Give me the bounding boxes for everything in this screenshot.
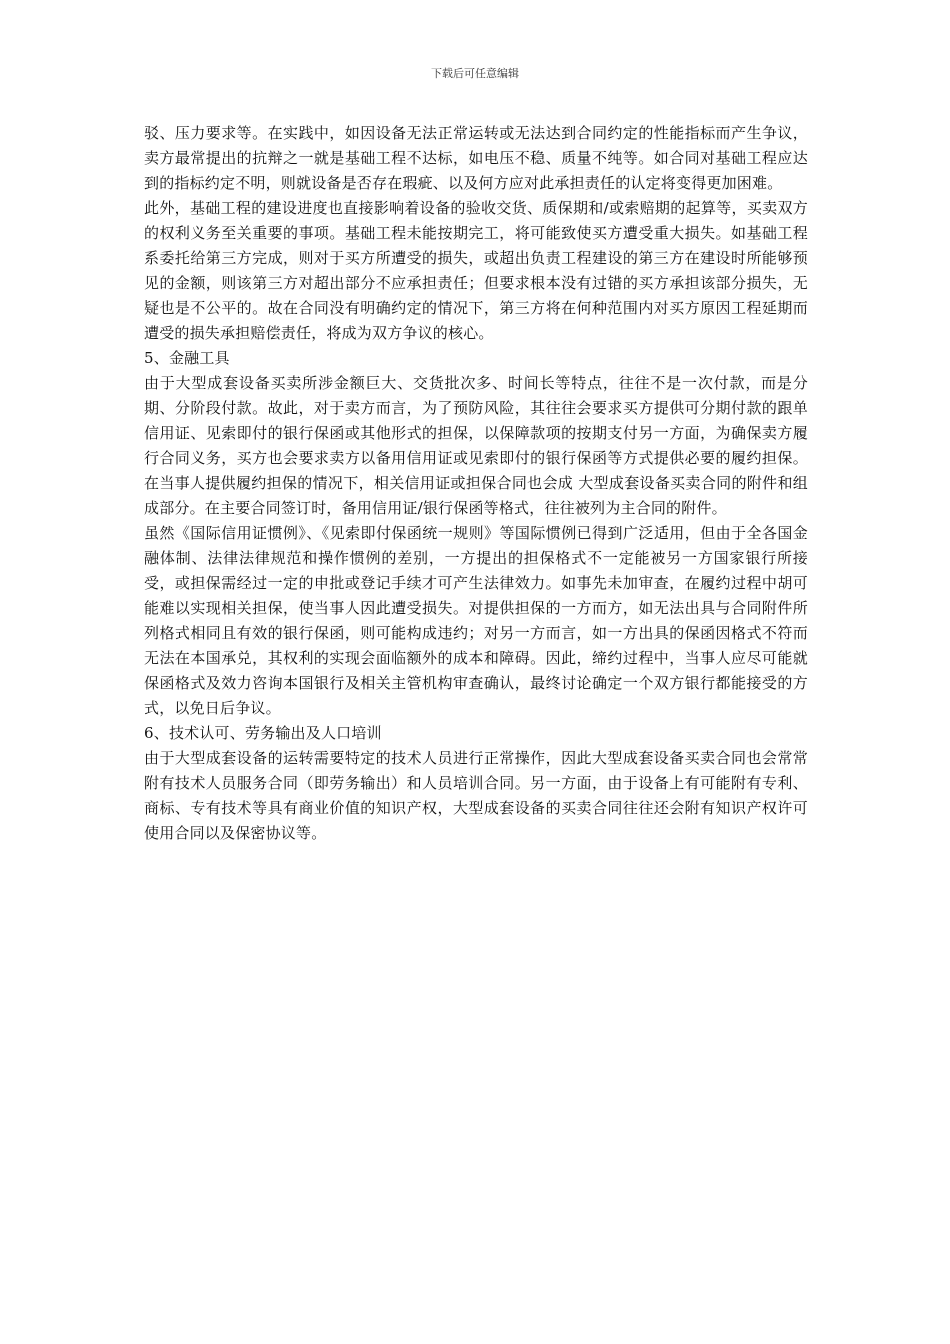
paragraph-equipment-dispute: 驳、压力要求等。在实践中，如因设备无法正常运转或无法达到合同约定的性能指标而产生争议，卖方最常提出的抗辩之一就是基础工程不达标，如电压不稳、质量不纯等。如合同对基础工程应达到的指标约定不明，则就设备是否存在瑕疵、以及何方应对此承担责任的认定将变得更加困难。 xyxy=(144,124,808,192)
page-header: 下载后可任意编辑 xyxy=(431,67,519,80)
paragraph-technical-services: 由于大型成套设备的运转需要特定的技术人员进行正常操作，因此大型成套设备买卖合同也会常常附有技术人员服务合同（即劳务输出）和人员培训合同。另一方面，由于设备上有可能附有专利、商标、专有技术等具有商业价值的知识产权，大型成套设备的买卖合同往往还会附有知识产权许可使用合同以及保密协议等。 xyxy=(144,749,808,842)
paragraph-construction-schedule: 此外，基础工程的建设进度也直接影响着设备的验收交货、质保期和/或索赔期的起算等，买卖双方的权利义务至关重要的事项。基础工程未能按期完工，将可能致使买方遭受重大损失。如基础工程系委托给第三方完成，则对于买方所遭受的损失，或超出负责工程建设的第三方在建设时所能够预见的金额，则该第三方对超出部分不应承担责任；但要求根本没有过错的买方承担该部分损失，无疑也是不公平的。故在合同没有明确约定的情况下，第三方将在何种范围内对买方原因工程延期而遭受的损失承担赔偿责任，将成为双方争议的核心。 xyxy=(144,199,808,342)
document-body xyxy=(144,121,808,846)
section-heading-technical-training: 6、技术认可、劳务输出及人口培训 xyxy=(144,724,382,742)
paragraph-payment-guarantees: 由于大型成套设备买卖所涉金额巨大、交货批次多、时间长等特点，往往不是一次付款，而是分期、分阶段付款。故此，对于卖方而言，为了预防风险，其往往会要求买方提供可分期付款的跟单信用证、见索即付的银行保函或其他形式的担保，以保障款项的按期支付另一方面，为确保卖方履行合同义务，买方也会要求卖方以备用信用证或见索即付的银行保函等方式提供必要的履约担保。在当事人提供履约担保的情况下，相关信用证或担保合同也会成 大型成套设备买卖合同的附件和组成部分。在主要合同签订时，备用信用证/银行保函等格式，往往被列为主合同的附件。 xyxy=(144,374,808,517)
section-heading-financial-instruments: 5、金融工具 xyxy=(144,349,230,367)
paragraph-international-practice: 虽然《国际信用证惯例》、《见索即付保函统一规则》等国际惯例已得到广泛适用，但由于全各国金融体制、法律法律规范和操作惯例的差别，一方提出的担保格式不一定能被另一方国家银行所接受，或担保需经过一定的申批或登记手续才可产生法律效力。如事先未加审查，在履约过程中胡可能难以实现相关担保，使当事人因此遭受损失。对提供担保的一方而方，如无法出具与合同附件所列格式相同且有效的银行保函，则可能构成违约；对另一方而言，如一方出具的保函因格式不符而无法在本国承兑，其权利的实现会面临额外的成本和障碍。因此，缔约过程中，当事人应尽可能就保函格式及效力咨询本国银行及相关主管机构审查确认，最终讨论确定一个双方银行都能接受的方式，以免日后争议。 xyxy=(144,524,808,717)
